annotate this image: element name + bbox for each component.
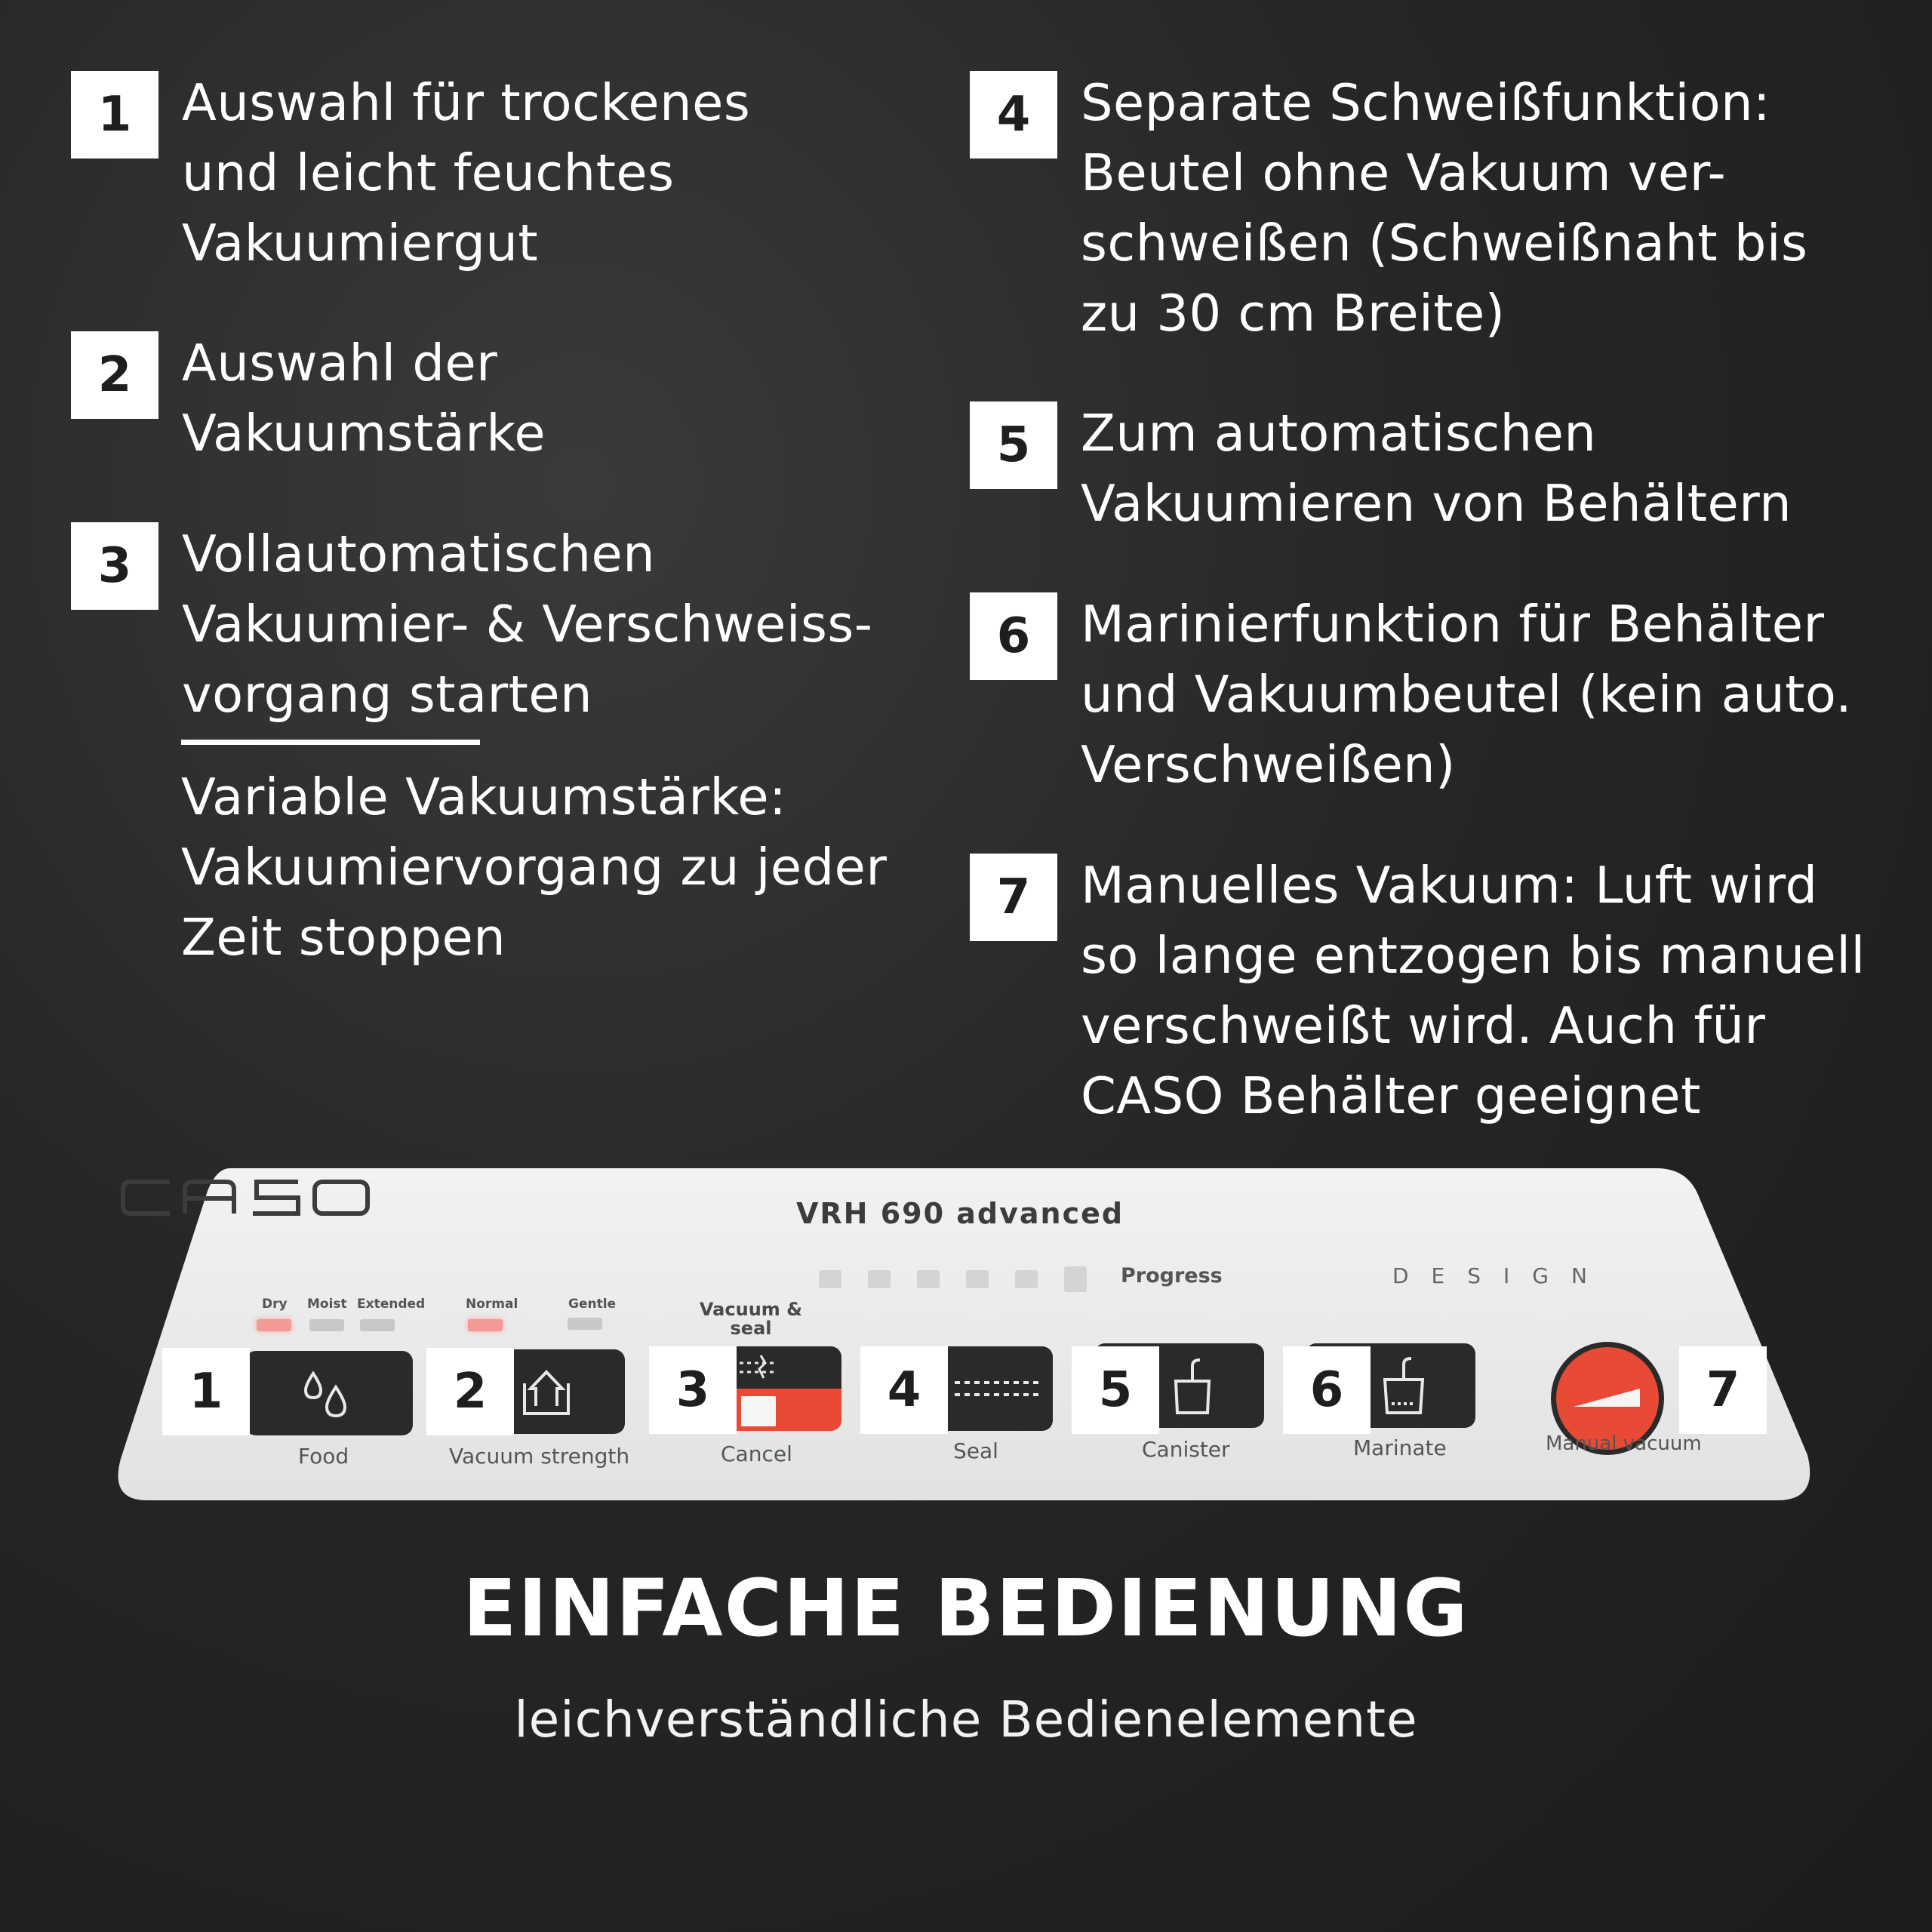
callout-2: 2	[426, 1348, 514, 1435]
feature-text-3: Vollautomatischen Vakuumier- & Verschweiss- vorgang starten	[182, 525, 873, 724]
feature-number-1: 1	[71, 71, 158, 158]
progress-label: Progress	[1121, 1264, 1223, 1287]
callout-3: 3	[649, 1346, 737, 1434]
callout-1: 1	[162, 1348, 250, 1435]
feature-text-7: Manuelles Vakuum: Luft wird so lange entzogen bis manuell verschweißt wird. Auch für CASO Behälter geeignet	[1081, 856, 1866, 1125]
progress-led-3	[917, 1270, 940, 1288]
mode-label-gentle: Gentle	[568, 1297, 617, 1312]
feature-text-1: Auswahl für trockenes und leicht feuchtes Vakuumiergut	[182, 73, 751, 272]
feature-number-2: 2	[71, 331, 158, 419]
led-gentle	[568, 1318, 602, 1330]
callout-6: 6	[1283, 1346, 1371, 1434]
progress-led-4	[966, 1270, 989, 1288]
feature-text-6: Marinierfunktion für Behälter und Vakuumbeutel (kein auto. Verschweißen)	[1081, 595, 1853, 794]
food-button-label: Food	[298, 1444, 349, 1469]
marinate-button-label: Marinate	[1353, 1435, 1447, 1460]
mode-label-extended: Extended	[357, 1297, 426, 1312]
progress-led-2	[868, 1270, 891, 1288]
mode-label-normal: Normal	[466, 1297, 518, 1312]
callout-7: 7	[1679, 1346, 1767, 1434]
feature-number-7: 7	[970, 854, 1057, 941]
mode-label-dry: Dry	[262, 1297, 288, 1312]
led-normal	[468, 1319, 503, 1331]
canister-button-label: Canister	[1142, 1437, 1230, 1462]
caso-logo-icon	[117, 1168, 374, 1221]
led-extended	[360, 1319, 395, 1331]
cancel-square-icon	[741, 1396, 776, 1426]
cancel-button-label: Cancel	[721, 1441, 792, 1466]
vacuum-strength-button-label: Vacuum strength	[449, 1444, 630, 1469]
progress-led-1	[819, 1270, 841, 1288]
feature-number-4: 4	[970, 71, 1057, 158]
feature-number-5: 5	[970, 401, 1057, 489]
callout-4: 4	[860, 1346, 948, 1434]
feature-text-5: Zum automatischen Vakuumieren von Behältern	[1081, 404, 1792, 533]
manual-vacuum-button-label: Manual vacuum	[1546, 1432, 1702, 1455]
progress-led-6	[1064, 1266, 1087, 1292]
vacuum-seal-label: Vacuum & seal	[699, 1299, 803, 1339]
feature-number-3: 3	[71, 522, 158, 610]
page-subtitle: leichverständliche Bedienelemente	[514, 1690, 1418, 1749]
progress-led-5	[1015, 1270, 1038, 1288]
feature-3-divider	[181, 740, 480, 745]
variable-strength-text: Variable Vakuumstärke: Vakuumiervorgang zu jeder Zeit stoppen	[181, 768, 888, 967]
control-panel	[117, 1168, 1815, 1508]
callout-5: 5	[1072, 1346, 1159, 1434]
feature-text-4: Separate Schweißfunktion: Beutel ohne Vakuum ver- schweißen (Schweißnaht bis zu 30 cm Breite)	[1081, 73, 1808, 343]
led-moist	[309, 1319, 344, 1331]
feature-text-2: Auswahl der Vakuumstärke	[182, 334, 546, 463]
brand-subtitle: DESIGN	[1392, 1263, 1610, 1288]
water-drops-icon	[245, 1351, 413, 1435]
page-title: EINFACHE BEDIENUNG	[463, 1562, 1469, 1654]
seal-button-label: Seal	[953, 1438, 998, 1463]
food-button[interactable]	[245, 1351, 413, 1435]
led-dry	[257, 1319, 291, 1331]
mode-label-moist: Moist	[307, 1297, 347, 1312]
model-name: VRH 690 advanced	[796, 1197, 1124, 1230]
feature-number-6: 6	[970, 592, 1057, 680]
